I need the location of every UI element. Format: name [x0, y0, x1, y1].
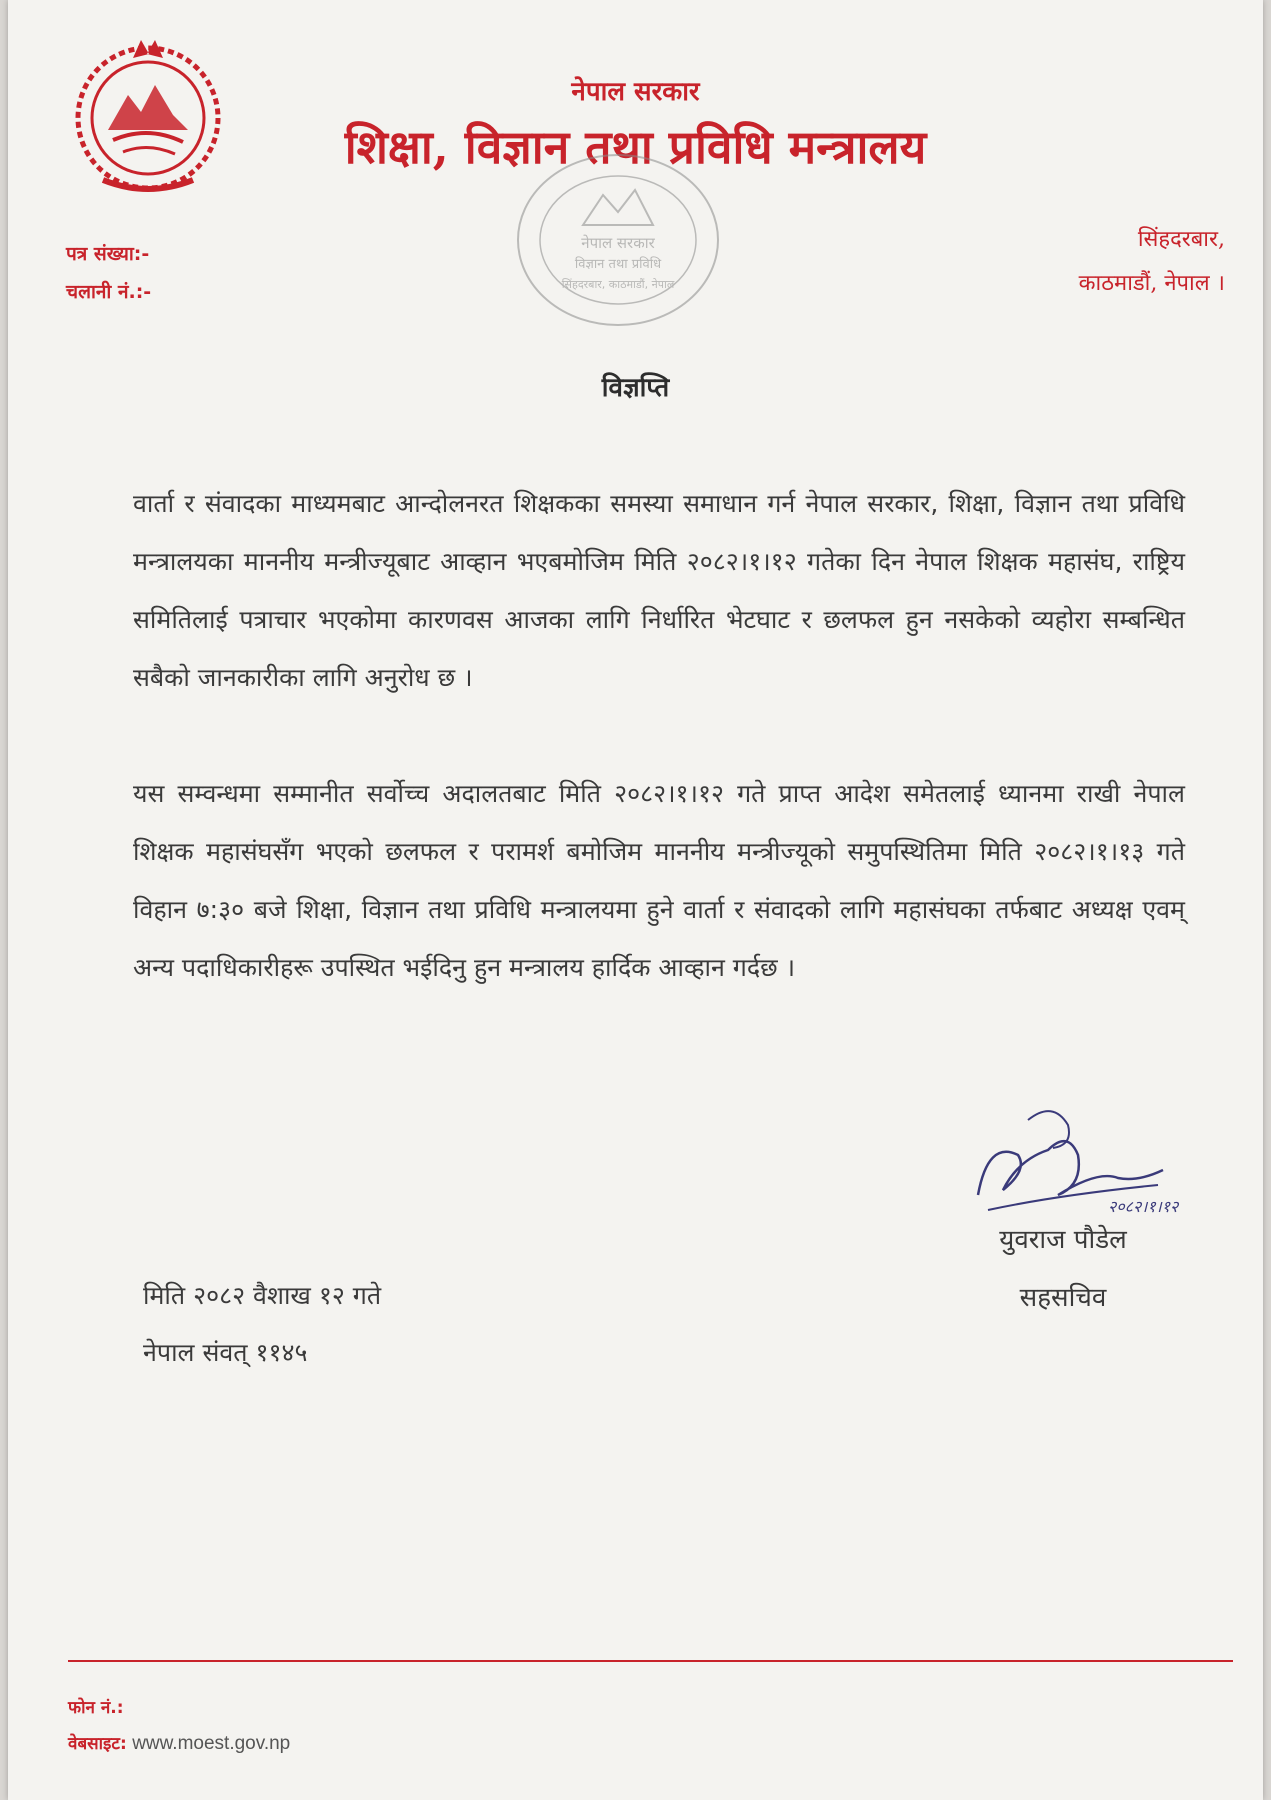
address-line-2: काठमाडौं, नेपाल । — [1078, 271, 1225, 296]
notice-title: विज्ञप्ति — [601, 373, 670, 403]
signatory-title: सहसचिव — [1019, 1283, 1107, 1313]
notice-paragraph-1: वार्ता र संवादका माध्यमबाट आन्दोलनरत शिक्षकका समस्या समाधान गर्न नेपाल सरकार, शिक्षा, विज्ञान तथा प्रविधि मन्त्रालयका माननीय मन्त्रीज्यूबाट आव्हान भएबमोजिम मिति २०८२।१।१२ गतेका दिन नेपाल शिक्षक महासंघ, राष्ट्रिय समितिलाई पत्राचार भएकोमा कारणवस आजका लागि निर्धारित भेटघाट र छलफल हुन नसकेको व्यहोरा सम्बन्धित सबैको जानकारीका लागि अनुरोध छ । — [133, 489, 1185, 692]
svg-text:२०८२।१।१२: २०८२।१।१२ — [1108, 1197, 1179, 1216]
letter-footer — [68, 1690, 290, 1762]
phone-label: फोन नं.: — [68, 1698, 124, 1718]
handwritten-signature — [958, 1100, 1188, 1240]
reference-block — [66, 235, 151, 311]
notice-paragraph-2: यस सम्वन्धमा सम्मानीत सर्वोच्च अदालतबाट मिति २०८२।१।१२ गते प्राप्त आदेश समेतलाई ध्यानमा राखी नेपाल शिक्षक महासंघसँग भएको छलफल र परामर्श बमोजिम माननीय मन्त्रीज्यूको समुपस्थितिमा मिति २०८२।१।१३ गते विहान ७:३० बजे शिक्षा, विज्ञान तथा प्रविधि मन्त्रालयमा हुने वार्ता र संवादको लागि महासंघका तर्फबाट अध्यक्ष एवम् अन्य पदाधिकारीहरू उपस्थित भईदिनु हुन मन्त्रालय हार्दिक आव्हान गर्दछ । — [133, 779, 1185, 982]
footer-divider — [68, 1660, 1233, 1662]
dispatch-number-label: चलानी नं.:- — [66, 281, 152, 303]
website-link[interactable]: www.moest.gov.np — [132, 1733, 291, 1754]
address-line-1: सिंहदरबार, — [1137, 227, 1225, 252]
ministry-seal-stamp — [503, 140, 733, 340]
signatory-name: युवराज पौडेल — [999, 1225, 1127, 1255]
government-name: नेपाल सरकार — [571, 77, 700, 107]
ministry-address — [1079, 218, 1225, 306]
ministry-name: शिक्षा, विज्ञान तथा प्रविधि मन्त्रालय — [344, 120, 927, 174]
letter-number-label: पत्र संख्या:- — [66, 243, 150, 265]
website-label: वेबसाइट: — [68, 1734, 127, 1754]
svg-text:विज्ञान तथा प्रविधि: विज्ञान तथा प्रविधि — [574, 257, 662, 272]
svg-text:सिंहदरबार, काठमाडौं, नेपाल: सिंहदरबार, काठमाडौं, नेपाल — [561, 278, 675, 291]
issue-date: मिति २०८२ वैशाख १२ गते — [143, 1281, 382, 1310]
svg-text:नेपाल सरकार: नेपाल सरकार — [581, 234, 655, 252]
nepal-sambat-date: नेपाल संवत् ११४५ — [143, 1338, 308, 1367]
letter-page — [8, 0, 1263, 1800]
